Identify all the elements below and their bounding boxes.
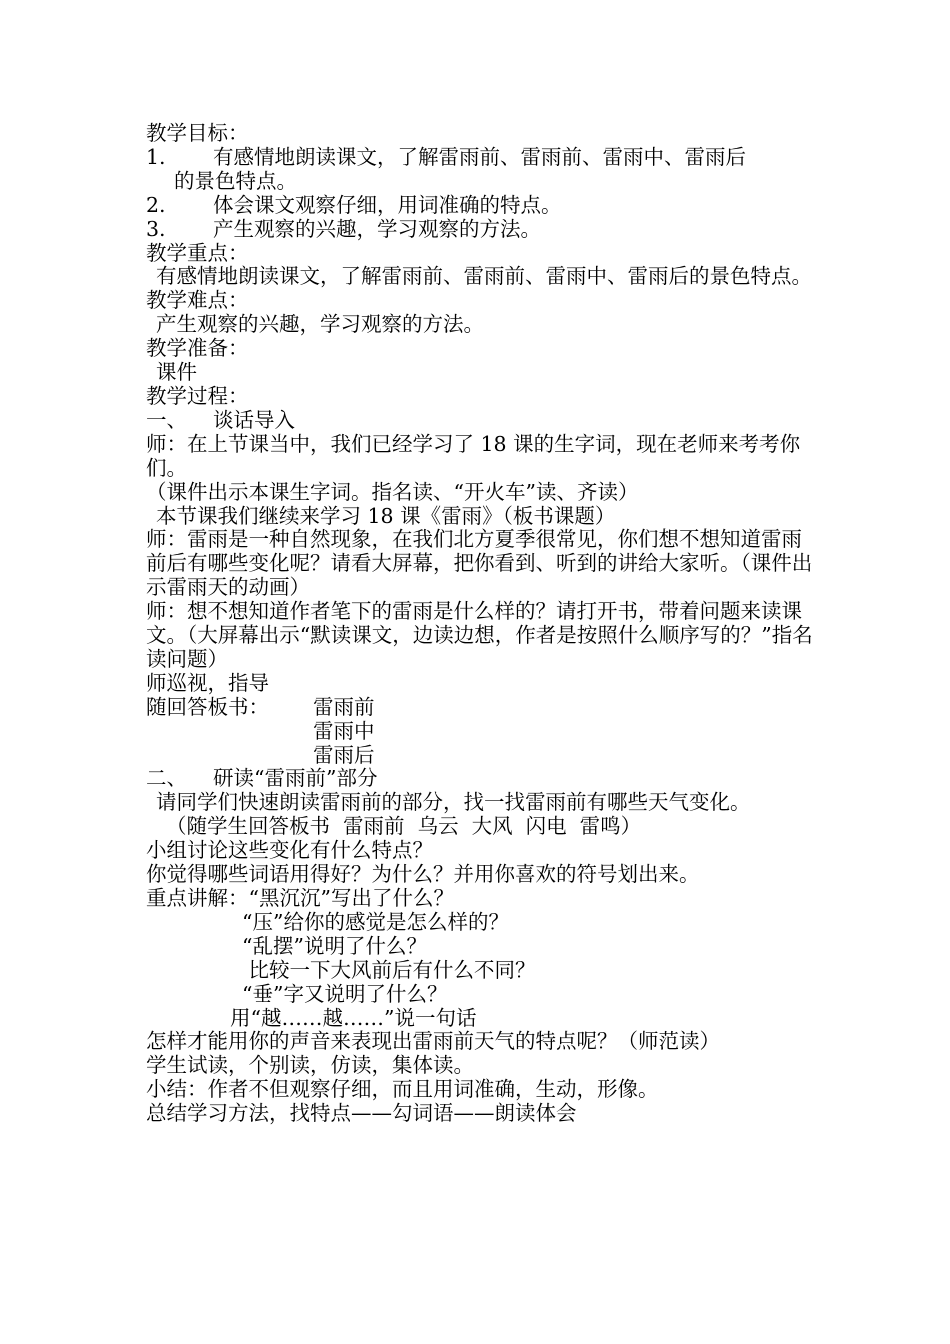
board-label: 随回答板书： — [146, 694, 269, 719]
board-row-1 — [146, 696, 814, 720]
section-1-number: 一、 — [146, 407, 187, 432]
board-item-1: 雷雨前 — [313, 694, 375, 719]
paragraph-3: 本节课我们继续来学习 18 课《雷雨》（板书课题） — [156, 503, 616, 528]
objective-item-2 — [146, 194, 814, 218]
objective-text-3: 产生观察的兴趣，学习观察的方法。 — [213, 216, 541, 241]
section-1-heading — [146, 409, 814, 433]
key-point-4: “垂”字又说明了什么？ — [242, 981, 448, 1006]
process-heading: 教学过程： — [146, 383, 249, 408]
objective-text-1: 有感情地朗读课文，了解雷雨前、雷雨前、雷雨中、雷雨后 — [213, 144, 746, 169]
key-point-3: 比较一下大风前后有什么不同？ — [242, 957, 536, 982]
objective-text-2: 体会课文观察仔细，用词准确的特点。 — [213, 192, 562, 217]
paragraph-10: 你觉得哪些词语用得好？为什么？并用你喜欢的符号划出来。 — [146, 862, 700, 887]
focus-text: 有感情地朗读课文，了解雷雨前、雷雨前、雷雨中、雷雨后的景色特点。 — [156, 264, 812, 289]
paragraph-1: 师：在上节课当中，我们已经学习了 18 课的生字词，现在老师来考考你们。 — [146, 431, 801, 480]
objective-number-2: 2. — [146, 192, 166, 217]
objective-number-1: 1. — [146, 144, 166, 169]
objective-text-1-continued: 的景色特点。 — [174, 168, 297, 193]
prep-heading: 教学准备： — [146, 336, 249, 361]
key-point-5: 用“越……越……”说一句话 — [230, 1005, 477, 1030]
paragraph-13: 小结：作者不但观察仔细，而且用词准确，生动，形像。 — [146, 1077, 659, 1102]
paragraph-11: 怎样才能用你的声音来表现出雷雨前天气的特点呢？（师范读） — [146, 1029, 720, 1054]
section-1-title: 谈话导入 — [213, 407, 295, 432]
paragraph-7: 请同学们快速朗读雷雨前的部分，找一找雷雨前有哪些天气变化。 — [156, 790, 751, 815]
paragraph-5: 师：想不想知道作者笔下的雷雨是什么样的？请打开书，带着问题来读课文。（大屏幕出示“默读课文，边读边想，作者是按照什么顺序写的？”指名读问题） — [146, 599, 813, 671]
focus-heading: 教学重点： — [146, 240, 249, 265]
paragraph-9: 小组讨论这些变化有什么特点？ — [146, 838, 433, 863]
paragraph-2: （课件出示本课生字词。指名读、“开火车”读、齐读） — [146, 479, 639, 504]
prep-text: 课件 — [156, 360, 197, 385]
difficulty-text: 产生观察的兴趣，学习观察的方法。 — [156, 312, 484, 337]
section-2-heading — [146, 767, 814, 791]
lesson-plan-document — [146, 122, 814, 1126]
paragraph-14: 总结学习方法，找特点——勾词语——朗读体会 — [146, 1101, 577, 1126]
paragraph-12: 学生试读，个别读，仿读，集体读。 — [146, 1053, 474, 1078]
objective-number-3: 3. — [146, 216, 166, 241]
board-item-3: 雷雨后 — [313, 742, 375, 767]
objectives-heading: 教学目标： — [146, 121, 249, 145]
board-item-2: 雷雨中 — [313, 718, 375, 743]
key-point-2: “乱摆”说明了什么？ — [242, 933, 427, 958]
section-2-number: 二、 — [146, 766, 187, 791]
objective-item-3 — [146, 218, 814, 242]
paragraph-8: （随学生回答板书 雷雨前 乌云 大风 闪电 雷鸣） — [166, 814, 642, 839]
paragraph-4: 师：雷雨是一种自然现象，在我们北方夏季很常见，你们想不想知道雷雨前后有哪些变化呢？请看大屏幕，把你看到、听到的讲给大家听。（课件出示雷雨天的动画） — [146, 527, 813, 600]
key-points-label: 重点讲解：“黑沉沉”写出了什么？ — [146, 886, 454, 910]
paragraph-6: 师巡视，指导 — [146, 670, 269, 695]
key-point-1: “压”给你的感觉是怎么样的？ — [242, 909, 509, 934]
difficulty-heading: 教学难点： — [146, 288, 249, 313]
section-2-title: 研读“雷雨前”部分 — [213, 766, 378, 791]
objective-item-1 — [146, 146, 814, 170]
